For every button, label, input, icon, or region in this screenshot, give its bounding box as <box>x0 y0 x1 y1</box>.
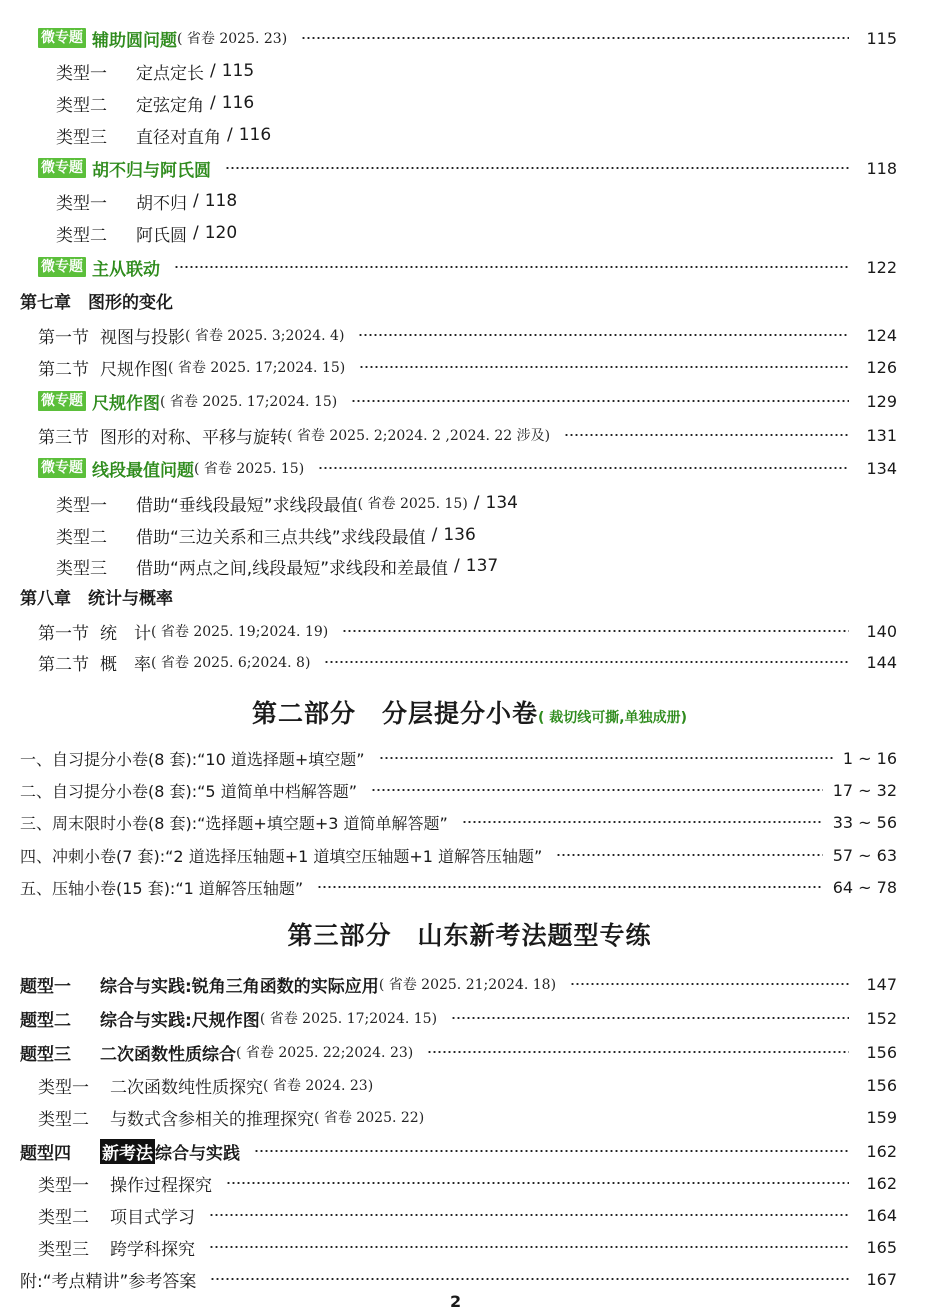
page-number: 131 <box>866 425 897 445</box>
micro-topic-badge: 微专题 <box>38 28 86 48</box>
new-method-badge: 新考法 <box>100 1139 155 1164</box>
leader-dots <box>209 1214 849 1216</box>
page-number: 165 <box>866 1237 897 1257</box>
page-range: 57 ~ 63 <box>832 845 897 865</box>
type-title: 阿氏圆 <box>136 225 187 246</box>
section-label: 第二节 <box>38 654 89 675</box>
page-number: 118 <box>866 158 897 178</box>
toc-entry-zhucong[interactable] <box>0 252 939 282</box>
toc-section-entry[interactable] <box>0 420 939 450</box>
leader-dots <box>427 1051 849 1053</box>
page-range: 64 ~ 78 <box>832 877 897 897</box>
micro-topic-badge: 微专题 <box>38 257 86 277</box>
type-label: 类型二 <box>56 527 107 548</box>
leader-dots <box>462 821 823 823</box>
toc-type-entry[interactable] <box>0 120 939 150</box>
type-title: 直径对直角 <box>136 127 221 148</box>
page-number: 164 <box>866 1205 897 1225</box>
leader-dots <box>318 467 849 469</box>
footer-page-number: 2 <box>450 1292 462 1311</box>
type-page: 134 <box>485 493 518 513</box>
toc-type-entry[interactable] <box>0 56 939 86</box>
question-type-title: 综合与实践 <box>155 1143 240 1164</box>
quiz-title: 四、冲刺小卷(7 套):“2 道选择压轴题+1 道填空压轴题+1 道解答压轴题” <box>20 846 543 866</box>
page-number: 156 <box>866 1075 897 1095</box>
slash-separator: / <box>473 493 480 513</box>
type-label: 类型一 <box>56 193 107 214</box>
type-page: 115 <box>221 61 255 81</box>
toc-quiz-entry[interactable] <box>0 743 939 773</box>
entry-note: ( 省卷 2025. 21;2024. 18) <box>378 977 557 993</box>
page-number: 162 <box>866 1173 897 1193</box>
toc-type-entry[interactable] <box>0 88 939 118</box>
leader-dots <box>226 1182 849 1184</box>
slash-separator: / <box>210 61 216 81</box>
micro-topic-badge: 微专题 <box>38 458 86 478</box>
chapter-heading[interactable]: 第八章 统计与概率 <box>20 588 173 609</box>
type-label: 类型一 <box>38 1175 89 1196</box>
slash-separator: / <box>210 93 216 113</box>
toc-section-entry[interactable] <box>0 320 939 350</box>
toc-type-entry[interactable] <box>0 186 939 216</box>
type-label: 类型三 <box>56 127 107 148</box>
toc-quiz-entry[interactable] <box>0 840 939 870</box>
page-number: 156 <box>866 1042 897 1062</box>
part-title: 第三部分 山东新考法题型专练 <box>287 921 652 950</box>
entry-note: ( 省卷 2025. 17;2024. 15) <box>168 360 346 376</box>
page-number: 134 <box>866 458 897 478</box>
type-label: 类型二 <box>56 95 107 116</box>
section-label: 第一节 <box>38 327 89 348</box>
question-type-label: 题型四 <box>20 1143 71 1164</box>
micro-topic-badge: 微专题 <box>38 391 86 411</box>
section-title: 视图与投影 <box>100 327 185 348</box>
slash-separator: / <box>227 125 233 145</box>
chapter-heading[interactable]: 第七章 图形的变化 <box>20 292 173 313</box>
type-label: 类型一 <box>56 63 107 84</box>
slash-separator: / <box>454 556 460 576</box>
question-type-title: 二次函数性质综合 <box>100 1044 236 1065</box>
page-range: 33 ~ 56 <box>832 812 897 832</box>
leader-dots <box>301 37 849 39</box>
toc-type-entry[interactable] <box>0 218 939 248</box>
toc-type-entry[interactable] <box>0 488 939 518</box>
leader-dots <box>451 1017 849 1019</box>
entry-note: ( 省卷 2025. 23) <box>177 31 288 47</box>
type-title: 借助“两点之间,线段最短”求线段和差最值 <box>136 558 449 579</box>
page-number: 122 <box>866 257 897 277</box>
type-title: 定点定长 <box>136 63 204 84</box>
part-heading <box>0 694 939 730</box>
type-label: 类型二 <box>56 225 107 246</box>
type-label: 类型一 <box>56 495 107 516</box>
type-label: 类型二 <box>38 1207 89 1228</box>
page-number: 124 <box>866 325 897 345</box>
page-number: 129 <box>866 391 897 411</box>
toc-type-entry[interactable] <box>0 520 939 550</box>
leader-dots <box>556 854 822 856</box>
entry-note: ( 省卷 2025. 19;2024. 19) <box>151 624 329 640</box>
entry-title: 线段最值问题 <box>92 460 194 481</box>
page-number: 167 <box>866 1269 897 1289</box>
leader-dots <box>174 266 849 268</box>
type-title: 胡不归 <box>136 193 187 214</box>
type-title: 二次函数纯性质探究 <box>110 1077 263 1098</box>
leader-dots <box>342 630 849 632</box>
type-title: 与数式含参相关的推理探究 <box>110 1109 314 1130</box>
type-title: 操作过程探究 <box>110 1175 212 1196</box>
page-number: 126 <box>866 357 897 377</box>
part-heading <box>0 916 939 952</box>
entry-note: ( 省卷 2025. 22) <box>314 1110 425 1126</box>
section-title: 尺规作图 <box>100 359 168 380</box>
toc-entry-micro-topic[interactable] <box>0 453 939 483</box>
type-page: 116 <box>238 125 272 145</box>
toc-section-entry[interactable] <box>0 647 939 677</box>
entry-note: ( 省卷 2025. 17;2024. 15) <box>160 394 338 410</box>
quiz-title: 五、压轴小卷(15 套):“1 道解答压轴题” <box>20 878 304 898</box>
entry-note: ( 省卷 2024. 23) <box>263 1078 374 1094</box>
entry-title: 辅助圆问题 <box>92 30 177 51</box>
page-number: 152 <box>866 1008 897 1028</box>
leader-spacer <box>438 1116 849 1118</box>
type-page: 137 <box>465 556 499 576</box>
toc-type-entry[interactable] <box>0 1070 939 1100</box>
leader-dots <box>317 886 823 888</box>
page-number: 144 <box>866 652 897 672</box>
toc-quiz-entry[interactable] <box>0 807 939 837</box>
toc-section-entry[interactable] <box>0 352 939 382</box>
leader-dots <box>358 334 849 336</box>
entry-note: ( 省卷 2025. 6;2024. 8) <box>151 655 311 671</box>
question-type-title: 综合与实践:尺规作图 <box>100 1010 260 1031</box>
page-number: 115 <box>866 28 897 48</box>
type-page: 136 <box>443 525 476 545</box>
entry-note: ( 省卷 2025. 2;2024. 2 ,2024. 22 涉及) <box>287 428 551 444</box>
entry-note: ( 省卷 2025. 22;2024. 23) <box>236 1045 414 1061</box>
toc-type-entry[interactable] <box>0 1200 939 1230</box>
type-label: 类型三 <box>38 1239 89 1260</box>
type-title: 借助“垂线段最短”求线段最值 <box>136 495 358 516</box>
toc-type-entry[interactable] <box>0 551 939 581</box>
toc-question-type-entry[interactable] <box>0 969 939 999</box>
quiz-title: 三、周末限时小卷(8 套):“选择题+填空题+3 道简单解答题” <box>20 813 448 833</box>
toc-type-entry[interactable] <box>0 1102 939 1132</box>
leader-dots <box>209 1246 849 1248</box>
entry-title: 胡不归与阿氏圆 <box>92 160 211 181</box>
type-title: 项目式学习 <box>110 1207 195 1228</box>
toc-question-type-entry[interactable] <box>0 1037 939 1067</box>
page-number: 159 <box>866 1107 897 1127</box>
leader-dots <box>351 400 849 402</box>
leader-dots <box>570 983 849 985</box>
part-subtitle: ( 裁切线可撕,单独成册) <box>538 710 687 726</box>
question-type-title: 综合与实践:锐角三角函数的实际应用 <box>100 976 379 997</box>
question-type-label: 题型二 <box>20 1010 71 1031</box>
quiz-title: 一、自习提分小卷(8 套):“10 道选择题+填空题” <box>20 749 365 769</box>
type-title: 定弦定角 <box>136 95 204 116</box>
entry-title: 尺规作图 <box>92 393 160 414</box>
toc-section-entry[interactable] <box>0 616 939 646</box>
type-label: 类型三 <box>56 558 107 579</box>
leader-dots <box>254 1150 849 1152</box>
type-page: 118 <box>204 191 238 211</box>
toc-entry-aux-circle[interactable] <box>0 23 939 53</box>
slash-separator: / <box>193 223 199 243</box>
quiz-title: 二、自习提分小卷(8 套):“5 道简单中档解答题” <box>20 781 357 801</box>
leader-dots <box>324 661 849 663</box>
micro-topic-badge: 微专题 <box>38 158 86 178</box>
entry-title: 主从联动 <box>92 259 160 280</box>
toc-entry-micro-topic[interactable] <box>0 386 939 416</box>
part-title: 第二部分 分层提分小卷 <box>251 699 538 728</box>
toc-entry-hubugui[interactable] <box>0 153 939 183</box>
leader-dots <box>564 434 849 436</box>
leader-spacer <box>387 1084 849 1086</box>
slash-separator: / <box>193 191 199 211</box>
page-number: 162 <box>866 1141 897 1161</box>
toc-quiz-entry[interactable] <box>0 872 939 902</box>
section-title: 图形的对称、平移与旋转 <box>100 427 287 448</box>
type-label: 类型二 <box>38 1109 89 1130</box>
section-label: 第三节 <box>38 427 89 448</box>
entry-note: ( 省卷 2025. 3;2024. 4) <box>185 328 345 344</box>
toc-quiz-entry[interactable] <box>0 775 939 805</box>
leader-dots <box>371 789 823 791</box>
type-page: 116 <box>221 93 255 113</box>
question-type-label: 题型三 <box>20 1044 71 1065</box>
entry-note: ( 省卷 2025. 15) <box>357 496 468 512</box>
type-title: 借助“三边关系和三点共线”求线段最值 <box>136 527 426 548</box>
leader-dots <box>359 366 849 368</box>
toc-type-entry[interactable] <box>0 1168 939 1198</box>
page-range: 1 ~ 16 <box>842 748 897 768</box>
type-label: 类型一 <box>38 1077 89 1098</box>
toc-question-type-entry[interactable] <box>0 1136 939 1166</box>
entry-note: ( 省卷 2025. 17;2024. 15) <box>259 1011 438 1027</box>
section-label: 第二节 <box>38 359 89 380</box>
toc-question-type-entry[interactable] <box>0 1003 939 1033</box>
page-number: 147 <box>866 974 897 994</box>
toc-appendix-entry[interactable] <box>0 1264 939 1294</box>
type-page: 120 <box>204 223 238 243</box>
type-title: 跨学科探究 <box>110 1239 195 1260</box>
page-number: 140 <box>866 621 897 641</box>
question-type-label: 题型一 <box>20 976 71 997</box>
section-title: 概 率 <box>100 654 151 675</box>
leader-dots <box>379 757 833 759</box>
page-range: 17 ~ 32 <box>832 780 897 800</box>
slash-separator: / <box>431 525 438 545</box>
appendix-title: 附:“考点精讲”参考答案 <box>20 1271 197 1292</box>
entry-note: ( 省卷 2025. 15) <box>194 461 305 477</box>
section-label: 第一节 <box>38 623 89 644</box>
leader-dots <box>225 167 849 169</box>
leader-dots <box>210 1278 849 1280</box>
section-title: 统 计 <box>100 623 151 644</box>
toc-type-entry[interactable] <box>0 1232 939 1262</box>
